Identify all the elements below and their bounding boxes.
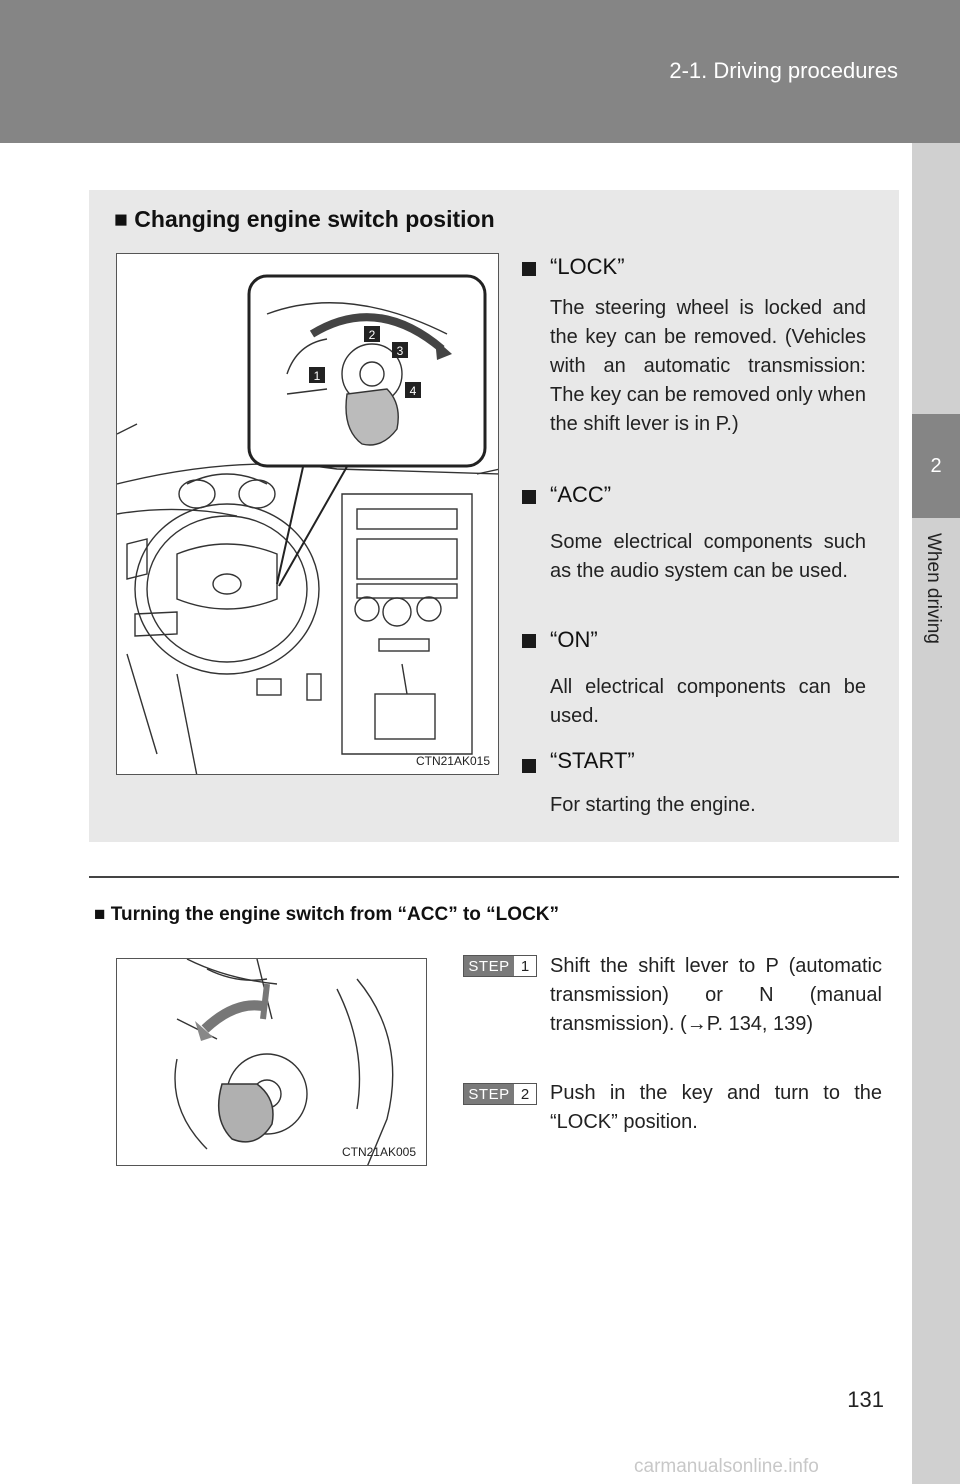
step-badge-1 [463,955,537,977]
item-desc-acc: Some electrical components such as the audio system can be used. [550,531,866,582]
square-bullet-icon: ■ [94,904,106,925]
subsection-title-text: Turning the engine switch from “ACC” to “LOCK” [110,904,560,925]
dashboard-drawing [117,254,499,775]
side-tab-top [912,143,960,414]
item-desc-start: For starting the engine. [550,794,756,816]
item-marker-lock-icon [522,262,536,276]
dashboard-illustration [116,253,499,775]
info-box-title [114,206,495,233]
page-number: 131 [847,1387,884,1412]
chapter-label: When driving [923,533,944,644]
item-desc-on: All electrical components can be used. [550,676,866,727]
item-title-on: “ON” [550,627,598,652]
key-turn-illustration [116,958,427,1166]
step-number: 2 [514,1084,536,1104]
key-turn-drawing [117,959,427,1166]
item-marker-on-icon [522,634,536,648]
item-marker-acc-icon [522,490,536,504]
callout-number-3: 3 [396,344,404,358]
item-title-acc: “ACC” [550,482,612,507]
step-text-2: Push in the key and turn to the “LOCK” position. [550,1082,882,1133]
figure-code-2: CTN21AK005 [341,1145,416,1159]
callout-number-2: 2 [368,328,376,342]
info-box-title-text: Changing engine switch position [134,206,495,232]
step-label: STEP [464,1084,514,1104]
page-header [0,0,960,143]
watermark[interactable]: carmanualsonline.info [634,1456,819,1477]
side-tab-label-area [912,518,960,1484]
item-title-lock: “LOCK” [550,254,625,279]
section-header-title: 2-1. Driving procedures [669,58,898,83]
callout-number-1: 1 [313,369,321,383]
square-bullet-icon: ■ [114,206,128,232]
callout-number-4: 4 [409,384,417,398]
subsection-title [94,904,559,926]
item-marker-start-icon [522,759,536,773]
step-badge-2 [463,1083,537,1105]
step-text-1: Shift the shift lever to P (automatic transmission) or N (manual transmission). (→P. 134, 139) [550,955,882,1035]
item-desc-lock: The steering wheel is locked and the key can be removed. (Vehicles with an automatic transmission: The key can be removed only when the shift lever is in P.) [550,297,866,435]
step-label: STEP [464,956,514,976]
figure-code-1: CTN21AK015 [415,754,490,768]
section-divider [89,876,899,878]
item-title-start: “START” [550,748,635,773]
chapter-number-tab[interactable]: 2 [912,414,960,518]
step-number: 1 [514,956,536,976]
